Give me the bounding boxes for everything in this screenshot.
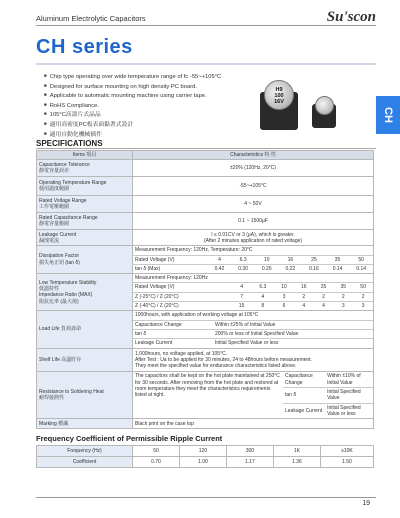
load-life-table [133, 311, 373, 347]
page-number: 19 [362, 500, 370, 507]
low-temp-condition: Measurement Frequency: 120Hz [135, 275, 208, 282]
voltage-value: 4 [232, 283, 252, 292]
voltage-value: 35 [333, 283, 353, 292]
table-row [37, 196, 374, 213]
load-life-cell [133, 311, 374, 348]
impedance-ratio-label: Z (-40°C) / Z (20°C) [133, 302, 232, 311]
load-life-key: Capacitance Change [133, 320, 213, 329]
impedance-ratio-value: 2 [294, 292, 314, 301]
row-label: Leakage Current 漏洩電流 [37, 230, 133, 246]
capacitor-marking-line: 16V [274, 99, 284, 105]
coefficient-value: 1.36 [273, 457, 320, 468]
side-tab: CH [376, 96, 400, 134]
table-row [37, 177, 374, 196]
table-row [37, 446, 374, 457]
frequency-value: ≥10K [320, 446, 373, 457]
feature-item: ■ 適用高密度PC板表面黏著式設計 [44, 120, 221, 130]
feature-item: ■ Designed for surface mounting on high density PC board. [44, 82, 221, 92]
leakage-condition: (After 2 minutes application of rated voltage) [203, 237, 303, 244]
header-characteristics: Characteristics 特 性 [133, 151, 374, 160]
series-title: CH series [36, 36, 133, 58]
voltage-value: 16 [294, 283, 314, 292]
feature-item: ■ 適用自動化機械插件 [44, 130, 221, 140]
low-temp-table [133, 274, 373, 310]
row-value: 0.1 ~ 1500μF [133, 213, 374, 230]
impedance-ratio-value: 15 [232, 302, 252, 311]
coefficient-label: Coefficient [37, 457, 133, 468]
feature-item: ■ Applicable to automatic mounting machine using carrier tape. [44, 91, 221, 101]
voltage-value: 50 [349, 255, 373, 264]
solder-value: Initial Specified Value or less [325, 403, 373, 418]
capacitor-image [256, 80, 352, 136]
table-header-row [37, 151, 374, 160]
load-life-value: Initial Specified Value or less [213, 339, 373, 348]
row-label: Shelf Life 高溫貯存 [37, 348, 133, 372]
shelf-life-text: After Test : Ua to be applied for 30 minutes, 24 to 48hours before measurement. [135, 356, 312, 363]
solder-key: Leakage Current [283, 403, 325, 418]
ripple-current-heading: Frequency Coefficient of Permissible Ripple Current [36, 434, 223, 443]
row-label: Rated Voltage Range 工作電壓範圍 [37, 196, 133, 213]
voltage-value: 6.3 [251, 283, 274, 292]
table-row [37, 311, 374, 348]
row-value [133, 230, 374, 246]
impedance-ratio-value: 3 [333, 302, 353, 311]
frequency-value: 300 [226, 446, 273, 457]
impedance-ratio-value: 6 [274, 302, 294, 311]
tan-delta-value: 0.16 [302, 264, 326, 273]
low-temp-cell [133, 274, 374, 311]
impedance-ratio-label: Z (-25°C) / Z (20°C) [133, 292, 232, 301]
solder-value: Within ±10% of Initial Value [327, 373, 361, 386]
load-life-intro: 1000hours, with application of working voltage at 105°C [135, 312, 259, 319]
shelf-life-text: 1,000hours, no voltage applied, at 105°C. [135, 350, 228, 357]
row-value: -55~+105°C [133, 177, 374, 196]
shelf-life-text: They meet the specified value for endurance characteristics listed above. [135, 363, 297, 370]
tan-delta-value: 0.42 [208, 264, 232, 273]
solder-text: The capacitors shall be kept on the hot plate maintained at 250°C for 30 seconds. After removing from the hot plate and restored at room temperature they meet the characteristics requirements listed at right. [135, 373, 280, 399]
impedance-ratio-value: 8 [251, 302, 274, 311]
row-label: Marking 標識 [37, 419, 133, 429]
table-row [37, 246, 374, 274]
rated-voltage-label: Rated Voltage (V) [133, 255, 208, 264]
voltage-value: 10 [274, 283, 294, 292]
brand-logo: Su'scon [326, 9, 376, 25]
table-row [37, 457, 374, 468]
coefficient-value: 0.70 [133, 457, 180, 468]
impedance-ratio-value: 2 [333, 292, 353, 301]
frequency-value: 120 [179, 446, 226, 457]
row-label: Rated Capacitance Range 靜電容量範圍 [37, 213, 133, 230]
shelf-life-cell [133, 348, 374, 372]
row-label: Dissipation Factor 損失角正切 (tan δ) [37, 246, 133, 274]
rated-voltage-label: Rated Voltage (V) [133, 283, 232, 292]
voltage-value: 25 [314, 283, 334, 292]
solder-cell [133, 372, 374, 419]
voltage-value: 25 [302, 255, 326, 264]
row-label: Load Life 負荷壽命 [37, 311, 133, 348]
row-label: Resistance to Soldering Heat 耐焊接熱性 [37, 372, 133, 419]
frequency-value: 1K [273, 446, 320, 457]
table-row [37, 419, 374, 429]
tan-delta-value: 0.22 [279, 264, 303, 273]
impedance-ratio-value: 7 [232, 292, 252, 301]
solder-key: Capacitance Change [285, 373, 313, 386]
capacitor-can-large [264, 80, 294, 110]
frequency-value: 50 [133, 446, 180, 457]
solder-key: tan δ [283, 388, 325, 404]
impedance-ratio-value: 2 [353, 292, 373, 301]
dissipation-condition: Measurement Frequency: 120Hz, Temperature: 20°C [135, 247, 253, 254]
specifications-divider [36, 148, 376, 149]
table-row [37, 372, 374, 419]
table-row [37, 274, 374, 311]
row-value: ±20% (120Hz, 20°C) [133, 160, 374, 177]
impedance-ratio-value: 4 [314, 302, 334, 311]
tan-delta-value: 0.14 [349, 264, 373, 273]
voltage-value: 35 [326, 255, 350, 264]
header-divider [36, 25, 376, 26]
row-value: 4 ~ 50V [133, 196, 374, 213]
load-life-value: 200% or less of Initial Specified Value [213, 329, 373, 338]
row-value: Black print on the case top [133, 419, 374, 429]
row-label: Capacitance Tolerance 靜電容量誤差 [37, 160, 133, 177]
capacitor-marking-line: H9 [275, 87, 283, 93]
feature-list [44, 72, 221, 139]
frequency-label: Frequency (Hz) [37, 446, 133, 457]
voltage-value: 10 [255, 255, 279, 264]
load-life-value: Within ±25% of Initial Value [213, 320, 373, 329]
feature-item: ■ RoHS Compliance. [44, 101, 221, 111]
impedance-ratio-value: 3 [353, 302, 373, 311]
leakage-formula: I ≤ 0.01CV or 3 (μA), which is greater. [211, 231, 295, 238]
header-items: Items 項目 [37, 151, 133, 160]
dissipation-table [133, 246, 373, 273]
row-label: Low Temperature Stability 低溫特性 Impedance Ratio (MAX) 阻抗比率 (最大值) [37, 274, 133, 311]
solder-value: Initial Specified Value [325, 388, 373, 404]
impedance-ratio-value: 3 [274, 292, 294, 301]
ripple-current-table [36, 445, 374, 468]
table-row [37, 160, 374, 177]
solder-table [133, 372, 373, 418]
voltage-value: 6.3 [231, 255, 255, 264]
dissipation-cell [133, 246, 374, 274]
tan-delta-value: 0.26 [255, 264, 279, 273]
tan-delta-label: tan δ (Max) [133, 264, 208, 273]
capacitor-can-small [315, 96, 334, 115]
row-label: Operating Temperature Range 使用溫度範圍 [37, 177, 133, 196]
voltage-value: 4 [208, 255, 232, 264]
voltage-value: 50 [353, 283, 373, 292]
coefficient-value: 1.17 [226, 457, 273, 468]
load-life-key: Leakage Current [133, 339, 213, 348]
capacitor-marking-line: 100 [274, 93, 284, 99]
table-row [37, 230, 374, 246]
impedance-ratio-value: 4 [294, 302, 314, 311]
table-row [37, 213, 374, 230]
feature-item: ■ 105°C高溫片式晶品 [44, 110, 221, 120]
voltage-value: 16 [279, 255, 303, 264]
series-divider [36, 63, 376, 65]
specifications-table [36, 150, 374, 429]
load-life-key: tan δ [133, 329, 213, 338]
footer-divider [36, 497, 376, 498]
impedance-ratio-value: 4 [251, 292, 274, 301]
coefficient-value: 1.00 [179, 457, 226, 468]
tan-delta-value: 0.30 [231, 264, 255, 273]
specifications-heading: SPECIFICATIONS [36, 139, 103, 148]
tan-delta-value: 0.14 [326, 264, 350, 273]
document-subtitle: Aluminum Electrolytic Capacitors [36, 14, 146, 23]
impedance-ratio-value: 2 [314, 292, 334, 301]
feature-item: ■ Chip type operating over wide temperature range of fc -55~+105°C [44, 72, 221, 82]
table-row [37, 348, 374, 372]
coefficient-value: 1.50 [320, 457, 373, 468]
